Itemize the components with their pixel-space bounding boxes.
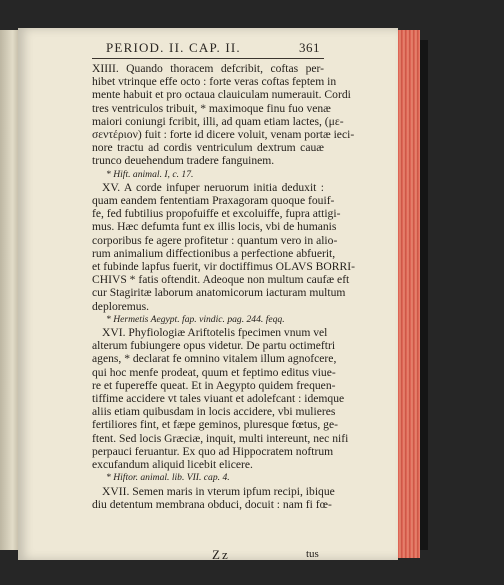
text-line: hibet vtrinque effe octo : forte veras coftas feptem in <box>92 75 337 89</box>
text-line: fertiliores fint, et fæpe geminos, pluresque fœtus, ge- <box>92 418 338 432</box>
text-line: XVI. Phyfiologiæ Ariftotelis fpecimen vnum vel <box>102 326 328 340</box>
text-line: tres ventriculos tribuit, * maximoque finu fuo venæ <box>92 101 331 115</box>
text-line: aliis etiam quibusdam in locis accidere, vbi mulieres <box>92 405 336 419</box>
page-number: 361 <box>299 40 320 55</box>
text-line: mente habuit et pro octaua clauiculam numerauit. Cordi <box>92 88 351 102</box>
text-line: maiori coniungi fcribit, illi, ad quam etiam lactes, (με- <box>92 114 344 128</box>
text-line: cur Stagiritæ laborum anatomicorum iacturam multum <box>92 286 346 300</box>
text-line: rum animalium diffectionibus a perfectione abfuerit, <box>92 246 336 260</box>
red-page-edges <box>398 30 420 558</box>
signature-mark: Zz <box>212 547 230 562</box>
text-line: perpauci feruantur. Ex quo ad Hippocratem noftrum <box>92 444 334 458</box>
text-line: XVII. Semen maris in vterum ipfum recipi, ibique <box>102 484 335 498</box>
text-line: CHIVS * fatis oftendit. Adeoque non multum caufæ eft <box>92 273 350 287</box>
text-line: quam eandem fententiam Praxagoram quoque fouif- <box>92 194 335 208</box>
text-line: trunco deuehendum tradere fanguinem. <box>92 154 275 168</box>
header-rule <box>92 58 324 59</box>
text-line: nore tractu ad cordis ventriculum dextrum cauæ <box>92 141 324 155</box>
text-line: re et fupereffe queat. Et in Aegypto quidem frequen- <box>92 378 336 392</box>
text-line: qui hoc menfe prodeat, quum et feptimo editus viue- <box>92 365 336 379</box>
footnote-line: * Hift. animal. I, c. 17. <box>106 168 194 180</box>
facing-page-edge <box>0 30 18 550</box>
text-line: ftent. Sed locis Græciæ, inquit, multi intereunt, nec nifi <box>92 431 349 445</box>
page-shadow <box>420 40 428 550</box>
footnote-line: * Hiftor. animal. lib. VII. cap. 4. <box>106 472 230 484</box>
text-line: σεντέριον) fuit : forte id dicere voluit, venam portæ ieci- <box>92 128 355 142</box>
catchword: tus <box>306 548 319 560</box>
text-line: fe, fed fubtilius propofuiffe et excoluiffe, fupra attigi- <box>92 207 341 221</box>
running-header <box>106 40 320 56</box>
text-line: XV. A corde infuper neruorum initia deduxit : <box>102 180 324 194</box>
text-line: tiffime accidere vt tales viuant et adolefcant : idemque <box>92 392 345 406</box>
body-text <box>92 62 355 511</box>
text-line: alterum fubiungere opus videtur. De partu octimeftri <box>92 339 336 353</box>
footnote-line: * Hermetis Aegypt. fap. vindic. pag. 244. feqq. <box>106 313 285 325</box>
running-head: PERIOD. II. CAP. II. <box>106 40 241 55</box>
text-line: deploremus. <box>92 299 149 313</box>
text-line: agens, * declarat fe omnino vitalem illum agnofcere, <box>92 352 337 366</box>
text-line: mus. Hæc defumta funt ex illis locis, vbi de humanis <box>92 220 337 234</box>
text-line: XIIII. Quando thoracem defcribit, coftas per- <box>92 62 324 75</box>
text-line: diu detentum membrana obduci, docuit : nam fi fœ- <box>92 497 332 511</box>
text-line: excufandum aliquid licebit elicere. <box>92 458 253 472</box>
text-line: corporibus fe agere profitetur : quantum vero in alio- <box>92 233 338 247</box>
text-line: et fubinde lapfus fuerit, vir doctiffimus OLAVS BORRI- <box>92 260 355 274</box>
